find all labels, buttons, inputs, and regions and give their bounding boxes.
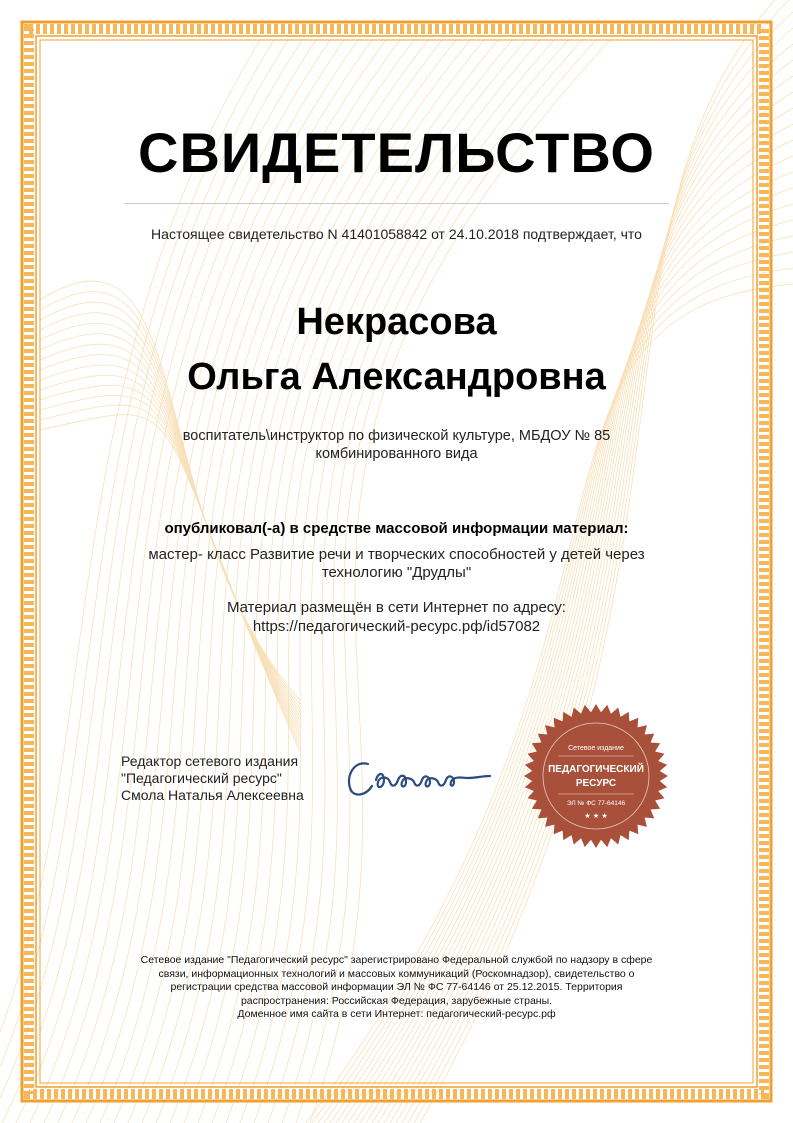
editor-line: Редактор сетевого издания xyxy=(121,753,299,769)
footer-line: распространения: Российская Федерация, зарубежные страны. xyxy=(240,994,553,1007)
seal-title-line: РЕСУРС xyxy=(575,778,617,789)
title-divider xyxy=(124,203,669,204)
editor-signature xyxy=(340,742,500,812)
material-title xyxy=(110,546,683,582)
recipient-surname: Некрасова xyxy=(296,301,497,343)
position-line: комбинированного вида xyxy=(315,446,478,462)
publisher-seal xyxy=(522,702,670,850)
editor-line: "Педагогический ресурс" xyxy=(121,770,282,786)
registration-footer xyxy=(118,954,675,1022)
footer-line: Сетевое издание "Педагогический ресурс" зарегистрировано Федеральной службой по надзору в сфере xyxy=(140,954,653,966)
seal-stars-icon: ★ ★ ★ xyxy=(584,812,608,820)
position-line: воспитатель\инструктор по физической культуре, МБДОУ № 85 xyxy=(182,428,611,444)
published-label: опубликовал(-а) в средстве массовой информации материал: xyxy=(164,520,629,537)
seal-top-text: Сетевое издание xyxy=(568,745,624,752)
editor-name: Смола Наталья Алексеевна xyxy=(121,787,304,803)
page-title: СВИДЕТЕЛЬСТВО xyxy=(138,121,655,184)
material-url: https://педагогический-ресурс.рф/id57082 xyxy=(252,618,541,635)
footer-line: связи, информационных технологий и массовых коммуникаций (Роскомнадзор), свидетельство о xyxy=(158,967,635,980)
footer-line: Доменное имя сайта в сети Интернет: педагогический-ресурс.рф xyxy=(237,1008,556,1020)
seal-title-line: ПЕДАГОГИЧЕСКИЙ xyxy=(548,764,644,775)
footer-line: регистрации средства массовой информации ЭЛ № ФС 77-64146 от 25.12.2015. Территория xyxy=(170,981,623,993)
certificate-number-line: Настоящее свидетельство N 41401058842 от 24.10.2018 подтверждает, что xyxy=(151,226,642,242)
material-title-line: технологию "Друдлы" xyxy=(321,564,472,581)
seal-registration: ЭЛ № ФС 77-64146 xyxy=(566,800,626,807)
material-title-line: мастер- класс Развитие речи и творческих способностей у детей через xyxy=(148,546,645,563)
recipient-position xyxy=(100,427,693,463)
editor-block xyxy=(121,753,304,804)
recipient-given-names: Ольга Александровна xyxy=(187,356,606,398)
placement-label: Материал размещён в сети Интернет по адресу: xyxy=(227,599,566,616)
